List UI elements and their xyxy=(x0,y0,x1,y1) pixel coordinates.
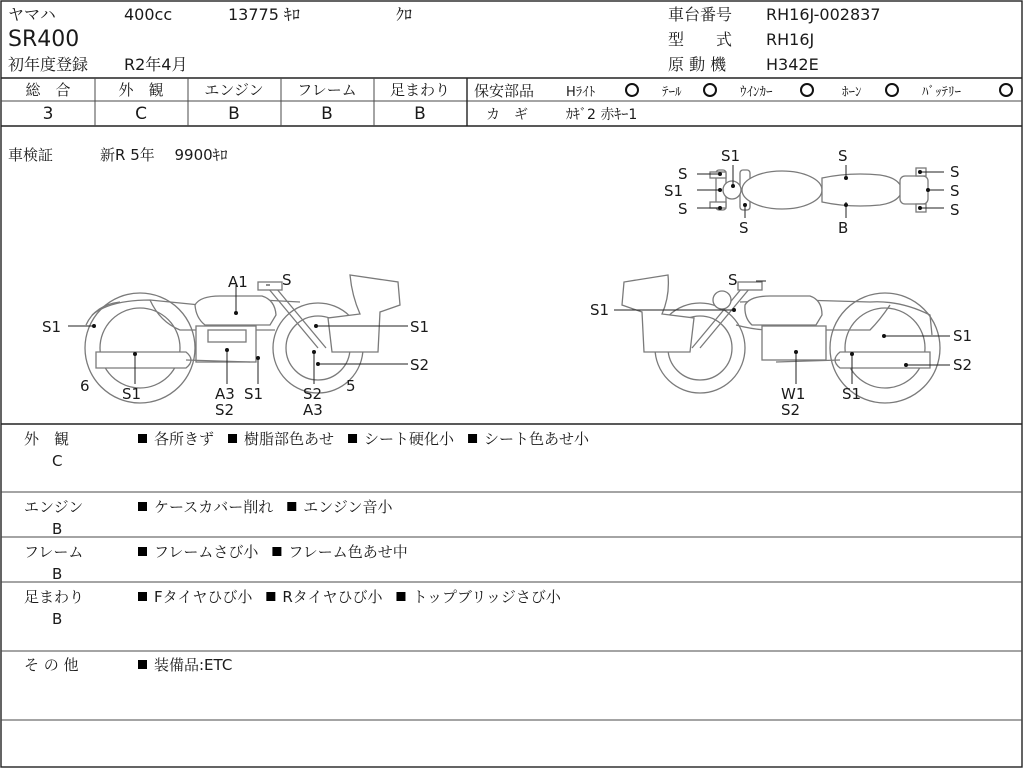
damage-label: S xyxy=(739,219,749,237)
grade-header-suspension: 足まわり xyxy=(389,81,451,99)
damage-label: S xyxy=(282,271,292,289)
damage-label: S1 xyxy=(410,318,430,336)
damage-label: S1 xyxy=(953,327,973,345)
damage-label: S1 xyxy=(590,301,610,319)
remark-item: Rタイヤひび小 xyxy=(282,588,383,606)
bullet-square-icon xyxy=(138,502,147,511)
bullet-square-icon xyxy=(138,547,147,556)
safety-taillight-ok-icon xyxy=(704,84,716,96)
damage-label: S2 xyxy=(410,356,430,374)
displacement: 400cc xyxy=(124,5,173,24)
damage-label: A3 xyxy=(215,385,235,403)
damage-label: S xyxy=(838,147,848,165)
engine-value: H342E xyxy=(766,55,819,74)
first-registration-label: 初年度登録 xyxy=(8,55,89,74)
safety-parts-label: 保安部品 xyxy=(474,82,535,100)
remark-grade: B xyxy=(52,565,63,583)
damage-label: S1 xyxy=(664,182,684,200)
remark-item: トップブリッジさび小 xyxy=(412,588,561,606)
safety-headlight: Hﾗｲﾄ xyxy=(566,85,596,100)
safety-taillight: ﾃｰﾙ xyxy=(662,85,682,100)
grade-header-frame: フレーム xyxy=(297,81,357,99)
remarks-rows xyxy=(24,430,590,674)
grade-header-exterior: 外 観 xyxy=(118,81,164,99)
bullet-square-icon xyxy=(468,434,477,443)
damage-label: S1 xyxy=(122,385,142,403)
remarks-section xyxy=(1,424,1022,720)
damage-label: S xyxy=(950,201,960,219)
damage-label: S1 xyxy=(42,318,62,336)
remark-label: 足まわり xyxy=(24,588,85,606)
remark-label: フレーム xyxy=(24,543,84,561)
header xyxy=(8,5,881,74)
left-view-diagram xyxy=(42,271,429,419)
remark-item: ケースカバー削れ xyxy=(154,498,274,516)
damage-label: S2 xyxy=(953,356,973,374)
remark-item: 装備品:ETC xyxy=(154,656,233,674)
safety-horn-ok-icon xyxy=(886,84,898,96)
first-registration-value: R2年4月 xyxy=(124,55,188,74)
bullet-square-icon xyxy=(348,434,357,443)
mileage: 13775 ｷﾛ xyxy=(228,5,300,24)
remark-grade: B xyxy=(52,520,63,538)
grade-value-exterior: C xyxy=(135,104,147,124)
remark-item: エンジン音小 xyxy=(303,498,393,516)
damage-label: S2 xyxy=(215,401,235,419)
safety-battery-ok-icon xyxy=(1000,84,1012,96)
frame-no-label: 車台番号 xyxy=(668,5,733,24)
safety-battery: ﾊﾞｯﾃﾘｰ xyxy=(922,85,961,100)
damage-label: S xyxy=(950,182,960,200)
remark-item: シート色あせ小 xyxy=(484,430,590,448)
grade-value-suspension: B xyxy=(414,104,426,124)
grade-header-overall: 総 合 xyxy=(25,81,71,99)
maker: ヤマハ xyxy=(8,5,56,24)
bullet-square-icon xyxy=(228,434,237,443)
color: ｸﾛ xyxy=(396,5,413,24)
damage-label: S1 xyxy=(842,385,862,403)
damage-label: S xyxy=(728,271,738,289)
bullet-square-icon xyxy=(287,502,296,511)
damage-label: 5 xyxy=(346,377,356,395)
bullet-square-icon xyxy=(272,547,281,556)
safety-horn: ﾎｰﾝ xyxy=(842,85,862,100)
frame-no-value: RH16J-002837 xyxy=(766,5,881,24)
damage-label: W1 xyxy=(781,385,806,403)
grade-header-engine: エンジン xyxy=(204,81,264,99)
damage-label: S2 xyxy=(303,385,323,403)
inspection-cert-value: 新R 5年 9900ｷﾛ xyxy=(100,146,228,164)
remark-label: 外 観 xyxy=(24,430,70,448)
damage-label: S2 xyxy=(781,401,801,419)
damage-label: S xyxy=(678,165,688,183)
top-view-diagram xyxy=(664,147,960,237)
bullet-square-icon xyxy=(138,434,147,443)
damage-label: 6 xyxy=(80,377,90,395)
safety-headlight-ok-icon xyxy=(626,84,638,96)
remark-item: フレームさび小 xyxy=(154,543,259,561)
safety-winker-ok-icon xyxy=(801,84,813,96)
bullet-square-icon xyxy=(138,592,147,601)
remark-item: 各所きず xyxy=(154,430,215,448)
damage-label: S1 xyxy=(244,385,264,403)
model-code-label: 型 式 xyxy=(668,30,733,49)
inspection-cert-label: 車検証 xyxy=(8,146,54,164)
damage-label: S xyxy=(678,200,688,218)
safety-winker: ｳｲﾝｶｰ xyxy=(740,85,773,100)
key-label: カ ギ xyxy=(486,107,528,123)
model-name: SR400 xyxy=(8,27,80,52)
grade-value-frame: B xyxy=(321,104,333,124)
remark-item: 樹脂部色あせ xyxy=(244,430,335,448)
remark-grade: C xyxy=(52,452,63,470)
model-code-value: RH16J xyxy=(766,30,815,49)
damage-label: S1 xyxy=(721,147,741,165)
remark-label: そ の 他 xyxy=(24,656,79,674)
damage-label: S xyxy=(950,163,960,181)
remark-label: エンジン xyxy=(24,498,84,516)
key-value: ｶｷﾞ2 赤ｷｰ1 xyxy=(566,107,638,123)
grade-table xyxy=(1,78,1022,126)
right-view-diagram xyxy=(590,271,972,419)
remark-item: シート硬化小 xyxy=(364,430,455,448)
damage-label: A1 xyxy=(228,273,248,291)
grade-value-engine: B xyxy=(228,104,240,124)
remark-item: Fタイヤひび小 xyxy=(154,588,253,606)
remark-grade: B xyxy=(52,610,63,628)
damage-label: B xyxy=(838,219,849,237)
engine-label: 原 動 機 xyxy=(668,55,727,74)
bullet-square-icon xyxy=(266,592,275,601)
remark-item: フレーム色あせ中 xyxy=(288,543,408,561)
damage-label: A3 xyxy=(303,401,323,419)
bullet-square-icon xyxy=(396,592,405,601)
bullet-square-icon xyxy=(138,660,147,669)
grade-value-overall: 3 xyxy=(42,104,54,124)
